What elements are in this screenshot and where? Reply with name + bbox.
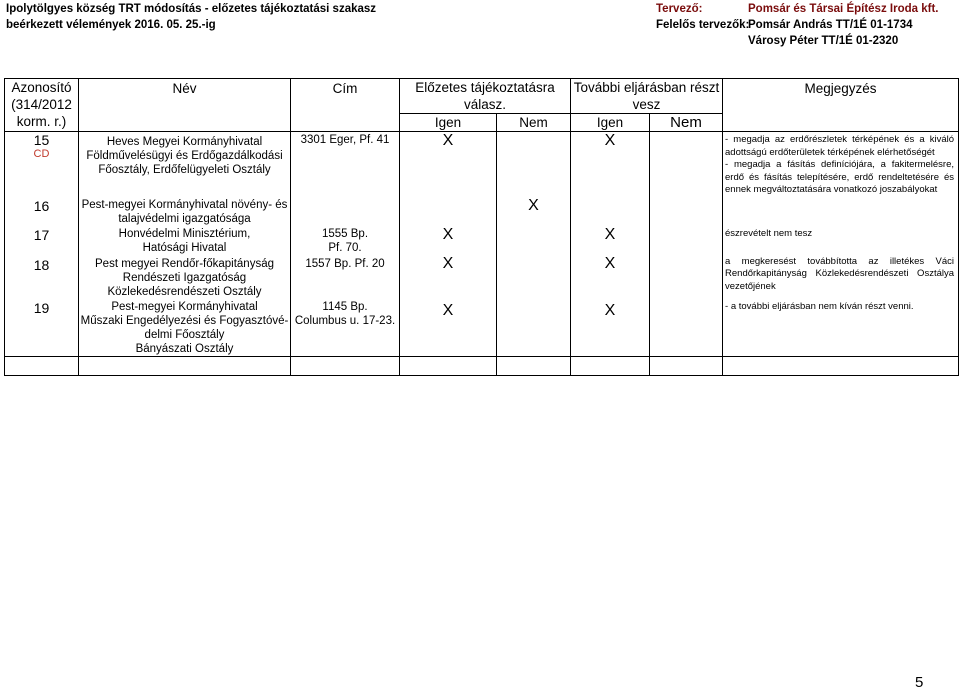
row-address-line: 1557 Bp. Pf. 20 [305, 257, 385, 270]
table-row [5, 226, 959, 255]
row-further-no [650, 226, 723, 255]
empty-cell [723, 356, 959, 375]
empty-cell [497, 356, 571, 375]
row-id: 17 [5, 226, 79, 255]
header-prelim-yes: Igen [400, 114, 497, 132]
row-further-no [650, 299, 723, 357]
table-row [5, 197, 959, 226]
row-note-line: észrevételt nem tesz [725, 227, 813, 239]
row-further-no [650, 255, 723, 299]
row-prelim-no [497, 255, 571, 299]
header-id-line2: (314/2012 [11, 97, 72, 112]
row-id-sub: CD [33, 148, 50, 160]
header-notes: Megjegyzés [723, 79, 959, 132]
header-prelim [400, 79, 571, 114]
row-prelim-yes: X [400, 226, 497, 255]
table-row [5, 299, 959, 357]
table-row-empty [5, 356, 959, 375]
row-prelim-no [497, 132, 571, 197]
row-name-line: Pest-megyei Kormányhivatal [111, 300, 258, 313]
row-further-yes: X [571, 299, 650, 357]
header-further [571, 79, 723, 114]
row-note-line: a megkeresést továbbította az illetékes Váci Rendőrkapitányság Közlekedésrendészeti Osztálya vezetőjének [725, 255, 955, 292]
row-address-line: Columbus u. 17-23. [294, 314, 396, 327]
header-prelim-no: Nem [497, 114, 571, 132]
row-further-no [650, 132, 723, 197]
row-name-line: Honvédelmi Minisztérium, [118, 227, 251, 240]
row-address [291, 255, 400, 299]
row-name-line: Bányászati Osztály [135, 342, 234, 355]
empty-cell [400, 356, 497, 375]
table-row [5, 255, 959, 299]
row-id: 19 [5, 299, 79, 357]
row-name [79, 226, 291, 255]
header-address: Cím [291, 79, 400, 132]
row-prelim-yes: X [400, 132, 497, 197]
responsible-value-1: Pomsár András TT/1É 01-1734 [748, 19, 913, 31]
header-further-line1: További eljárásban részt [573, 80, 720, 95]
row-name-line: Műszaki Engedélyezési és Fogyasztóvé- [80, 314, 289, 327]
row-further-yes [571, 197, 650, 226]
row-note-line: - megadja a fásítás definíciójára, a fakitermelésre, erdő és fásítás telepítésére, erdő rendeltetésére és ennek megváltoztatására vonatkozó joszabályokat [725, 159, 955, 195]
row-id: 18 [5, 255, 79, 299]
row-prelim-yes [400, 197, 497, 226]
row-name-line: talajvédelmi igazgatósága [118, 212, 251, 225]
row-prelim-no [497, 226, 571, 255]
row-name [79, 132, 291, 197]
header-prelim-line2: válasz. [463, 97, 507, 112]
row-address-line: 1145 Bp. [322, 300, 368, 313]
empty-cell [650, 356, 723, 375]
row-name-line: Pest megyei Rendőr-főkapitányság [95, 257, 274, 270]
row-address-line: 3301 Eger, Pf. 41 [300, 134, 390, 146]
empty-cell [79, 356, 291, 375]
designer-label: Tervező: [656, 3, 703, 15]
row-address [291, 226, 400, 255]
row-name-line: Közlekedésrendészeti Osztály [107, 285, 262, 298]
row-name [79, 197, 291, 226]
header-further-yes: Igen [571, 114, 650, 132]
row-name-line: Pest-megyei Kormányhivatal növény- és [81, 198, 288, 211]
row-prelim-no [497, 299, 571, 357]
row-name-line: Heves Megyei Kormányhivatal [106, 136, 263, 148]
row-prelim-no: X [497, 197, 571, 226]
row-further-no [650, 197, 723, 226]
row-further-yes: X [571, 226, 650, 255]
row-name [79, 255, 291, 299]
row-prelim-yes: X [400, 299, 497, 357]
document-header-left [6, 1, 376, 33]
row-name-line: delmi Főosztály [144, 328, 225, 341]
row-note-line: - a további eljárásban nem kíván részt venni. [725, 300, 914, 312]
row-address [291, 132, 400, 197]
row-further-yes: X [571, 132, 650, 197]
row-address [291, 197, 400, 226]
empty-cell [5, 356, 79, 375]
row-name-line: Hatósági Hivatal [142, 241, 227, 254]
header-id-line1: Azonosító [11, 80, 72, 95]
row-id-number: 15 [33, 132, 50, 148]
row-note-line: - megadja az erdőrészletek térképének és a kiváló adottságú erdőterületek térképének elérhetőségét [725, 134, 955, 158]
table-row [5, 132, 959, 197]
header-further-line2: vesz [632, 97, 661, 112]
row-notes [723, 226, 959, 255]
header-id-line3: korm. r.) [16, 114, 67, 129]
header-name: Név [79, 79, 291, 132]
row-name [79, 299, 291, 357]
header-id [5, 79, 79, 132]
row-name-line: Rendészeti Igazgatóság [122, 271, 247, 284]
responsible-label: Felelős tervezők: [656, 19, 750, 31]
page-number: 5 [915, 674, 924, 691]
designer-value: Pomsár és Társai Építész Iroda kft. [748, 3, 939, 15]
opinions-table [4, 78, 959, 376]
row-address-line: Pf. 70. [328, 241, 362, 254]
empty-cell [571, 356, 650, 375]
row-id [5, 132, 79, 197]
document-header-right [656, 1, 938, 33]
document-title: Ipolytölgyes község TRT módosítás - előzetes tájékoztatási szakasz [6, 3, 377, 15]
header-prelim-line1: Előzetes tájékoztatásra [415, 80, 555, 95]
responsible-value-2: Városy Péter TT/1É 01-2320 [748, 35, 899, 47]
row-further-yes: X [571, 255, 650, 299]
row-notes [723, 255, 959, 299]
row-notes [723, 132, 959, 197]
row-name-line: Főosztály, Erdőfelügyeleti Osztály [98, 164, 271, 176]
document-subtitle: beérkezett vélemények 2016. 05. 25.-ig [6, 19, 216, 31]
row-notes [723, 299, 959, 357]
row-address [291, 299, 400, 357]
empty-cell [291, 356, 400, 375]
row-notes [723, 197, 959, 226]
row-address-line: 1555 Bp. [321, 227, 369, 240]
row-name-line: Földművelésügyi és Erdőgazdálkodási [86, 150, 283, 162]
row-prelim-yes: X [400, 255, 497, 299]
header-further-no: Nem [650, 114, 723, 132]
row-id: 16 [5, 197, 79, 226]
